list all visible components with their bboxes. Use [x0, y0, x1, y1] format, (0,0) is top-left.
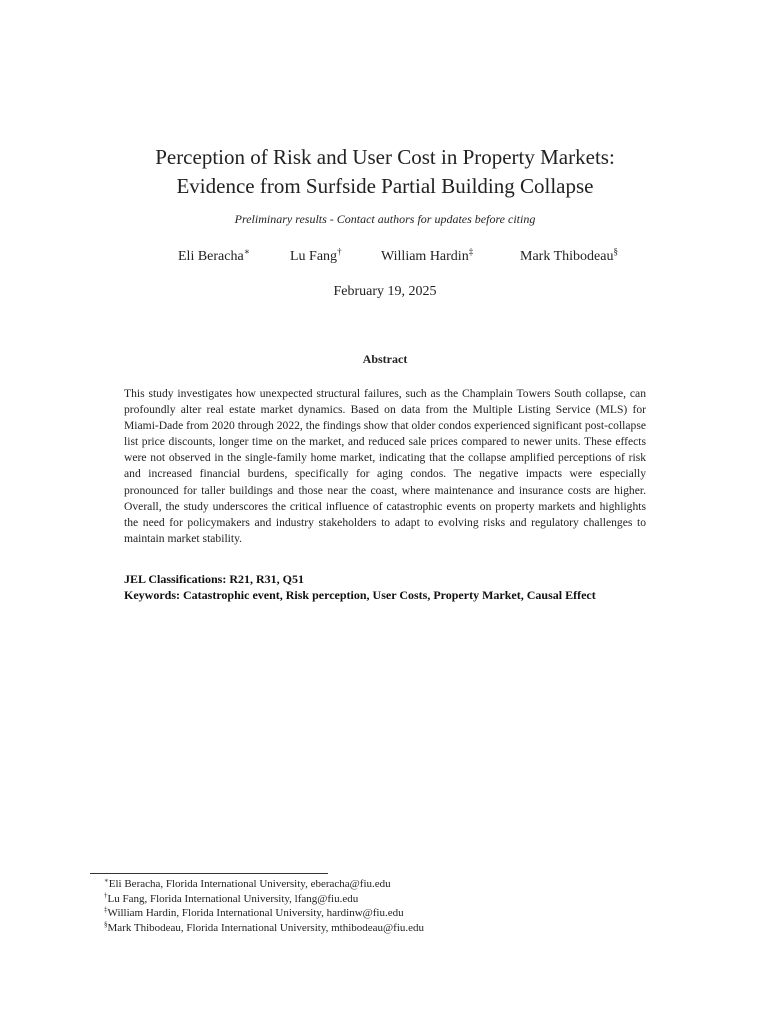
footnote-mark: ‡: [104, 905, 108, 914]
author: [381, 246, 474, 265]
footnote-text: Lu Fang, Florida International University, lfang@fiu.edu: [107, 892, 359, 905]
footnote: [104, 892, 664, 907]
footnote-text: Mark Thibodeau, Florida International University, mthibodeau@fiu.edu: [107, 921, 425, 934]
jel-classifications: JEL Classifications: R21, R31, Q51: [124, 572, 305, 586]
footnote: [104, 921, 664, 936]
footnote: [104, 906, 664, 921]
footnote-divider: [90, 873, 328, 874]
footnote: [104, 877, 664, 892]
author-name: Lu Fang: [290, 249, 338, 264]
classification-block: [124, 571, 646, 603]
abstract-heading: Abstract: [362, 352, 408, 366]
keywords: Keywords: Catastrophic event, Risk perception, User Costs, Property Market, Causal Effect: [124, 588, 596, 602]
paper-title-line-1: Perception of Risk and User Cost in Property Markets:: [155, 145, 615, 169]
footnote-mark: §: [104, 920, 108, 929]
author: [178, 246, 250, 265]
author-footnote-mark: ‡: [468, 246, 474, 257]
author: [520, 246, 618, 265]
author-footnote-mark: §: [613, 246, 618, 257]
author: [290, 246, 342, 265]
author-footnote-mark: †: [337, 246, 342, 257]
footnote-mark: ∗: [104, 876, 109, 885]
author-name: William Hardin: [381, 249, 469, 264]
paper-title: [0, 143, 770, 201]
paper-date: February 19, 2025: [333, 284, 437, 299]
footnote-text: William Hardin, Florida International University, hardinw@fiu.edu: [107, 907, 404, 920]
author-name: Mark Thibodeau: [520, 249, 614, 264]
author-footnote-mark: ∗: [243, 246, 250, 257]
author-name: Eli Beracha: [178, 249, 244, 264]
author-list: [178, 246, 638, 269]
paper-title-line-2: Evidence from Surfside Partial Building Collapse: [176, 174, 594, 198]
preliminary-notice: Preliminary results - Contact authors for updates before citing: [234, 212, 536, 226]
footnotes: [104, 877, 664, 935]
abstract-text: This study investigates how unexpected structural failures, such as the Champlain Towers South collapse, can profoundly alter real estate market dynamics. Based on data from the Multiple Listing Service (MLS) for Miami-Dade from 2020 through 2022, the findings show that older condos experienced significant post-collapse list price discounts, longer time on the market, and reduced sale prices compared to newer units. These effects were not observed in the single-family home market, indicating that the collapse amplified perceptions of risk and increased financial burdens, specifically for aging condos. The negative impacts were especially pronounced for taller buildings and those near the coast, where maintenance and insurance costs are higher. Overall, the study underscores the critical influence of catastrophic events on property markets and highlights the need for policymakers and industry stakeholders to adapt to evolving risks and regulatory challenges to maintain market stability.: [124, 387, 646, 545]
footnote-mark: †: [104, 890, 108, 899]
footnote-text: Eli Beracha, Florida International University, eberacha@fiu.edu: [108, 878, 391, 890]
